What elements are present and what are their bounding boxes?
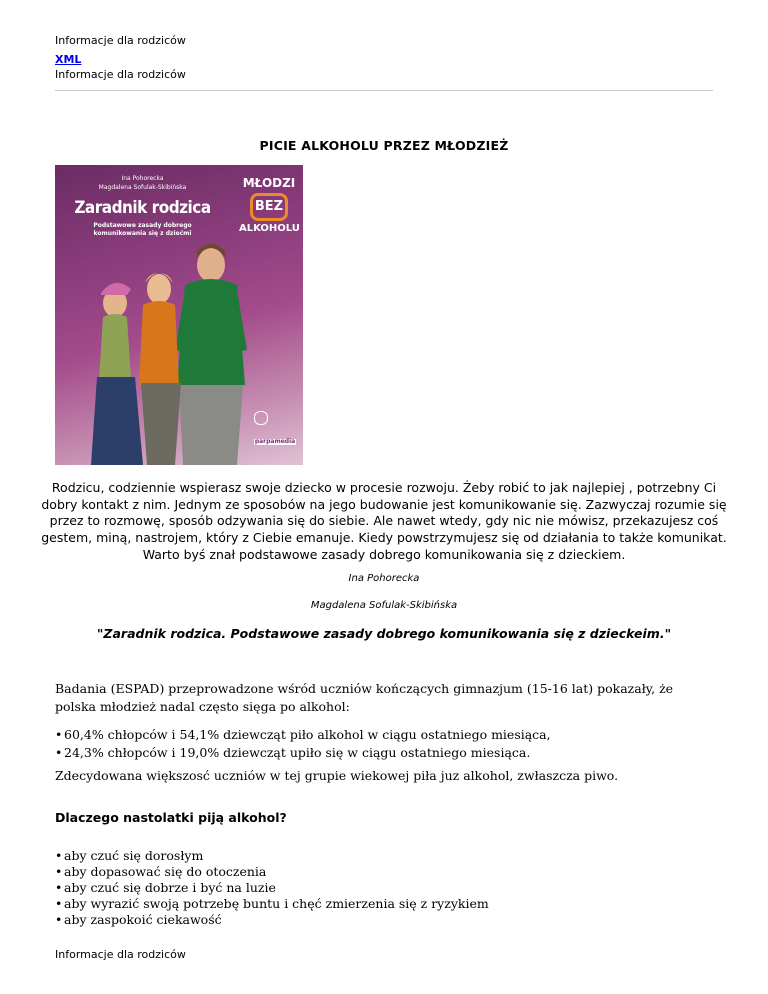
badge-line-3: ALKOHOLU — [239, 223, 300, 234]
summary-paragraph: Zdecydowana większosć uczniów w tej grupie wiekowej piła juz alkohol, zwłaszcza piwo. — [55, 768, 619, 783]
author-name-1: Ina Pohorecka — [348, 573, 420, 584]
badge-line-2: BEZ — [250, 193, 288, 221]
stats-list — [55, 726, 551, 762]
site-title: Informacje dla rodziców — [55, 34, 186, 47]
list-item: • aby wyrazić swoją potrzebę buntu i chęć zmierzenia się z ryzykiem — [55, 896, 489, 912]
badge-line-1: MŁODZI — [242, 176, 296, 190]
xml-link[interactable]: XML — [55, 53, 82, 66]
cover-title: Zaradnik rodzica — [74, 198, 211, 218]
publisher-logo: parpamedia — [254, 438, 296, 445]
list-item: • aby dopasować się do otoczenia — [55, 864, 489, 880]
book-cover-image — [55, 165, 303, 465]
book-quote: "Zaradnik rodzica. Podstawowe zasady dobrego komunikowania się z dzieckeim." — [96, 626, 672, 641]
author-name-2: Magdalena Sofulak-Skibińska — [310, 600, 458, 611]
list-item: • 24,3% chłopców i 19,0% dziewcząt upiło się w ciągu ostatniego miesiąca. — [55, 744, 551, 762]
cover-author-2: Magdalena Sofulak-Skibińska — [98, 184, 187, 191]
cover-author-1: Ina Pohorecka — [121, 175, 164, 182]
header-divider — [55, 90, 713, 91]
agency-logo-icon — [254, 411, 268, 425]
list-item: • aby czuć się dobrze i być na luzie — [55, 880, 489, 896]
research-paragraph: Badania (ESPAD) przeprowadzone wśród uczniów kończących gimnazjum (15-16 lat) pokazały, że polska młodzież nadal często sięga po alkohol: — [55, 681, 674, 714]
section-heading: Dlaczego nastolatki piją alkohol? — [55, 810, 287, 825]
list-item: • aby zaspokoić ciekawość — [55, 912, 489, 928]
publisher-logos — [254, 411, 296, 445]
list-item: • 60,4% chłopców i 54,1% dziewcząt piło alkohol w ciągu ostatniego miesiąca, — [55, 726, 551, 744]
footer-text: Informacje dla rodziców — [55, 948, 186, 961]
reasons-list — [55, 848, 489, 928]
article-title: PICIE ALKOHOLU PRZEZ MŁODZIEŻ — [259, 138, 509, 153]
intro-paragraph: Rodzicu, codziennie wspierasz swoje dziecko w procesie rozwoju. Żeby robić to jak najlepiej , potrzebny Ci dobry kontakt z nim. Jednym ze sposobów na jego budowanie jest komunikowanie się. Zazwyczaj rozumie się przez to rozmowę, sposób odzywania się do siebie. Ale nawet wtedy, gdy nic nie mówisz, przekazujesz coś gestem, miną, nastrojem, który z Ciebie emanuje. Kiedy powstrzymujesz się od działania to także komunikat. Warto byś znał podstawowe zasady dobrego komunikowania się z dzieckiem. — [41, 480, 727, 562]
site-subtitle: Informacje dla rodziców — [55, 68, 186, 81]
cover-subtitle-line-2: komunikowania się z dziećmi — [93, 230, 192, 237]
cover-subtitle-line-1: Podstawowe zasady dobrego — [93, 222, 192, 229]
list-item: • aby czuć się dorosłym — [55, 848, 489, 864]
